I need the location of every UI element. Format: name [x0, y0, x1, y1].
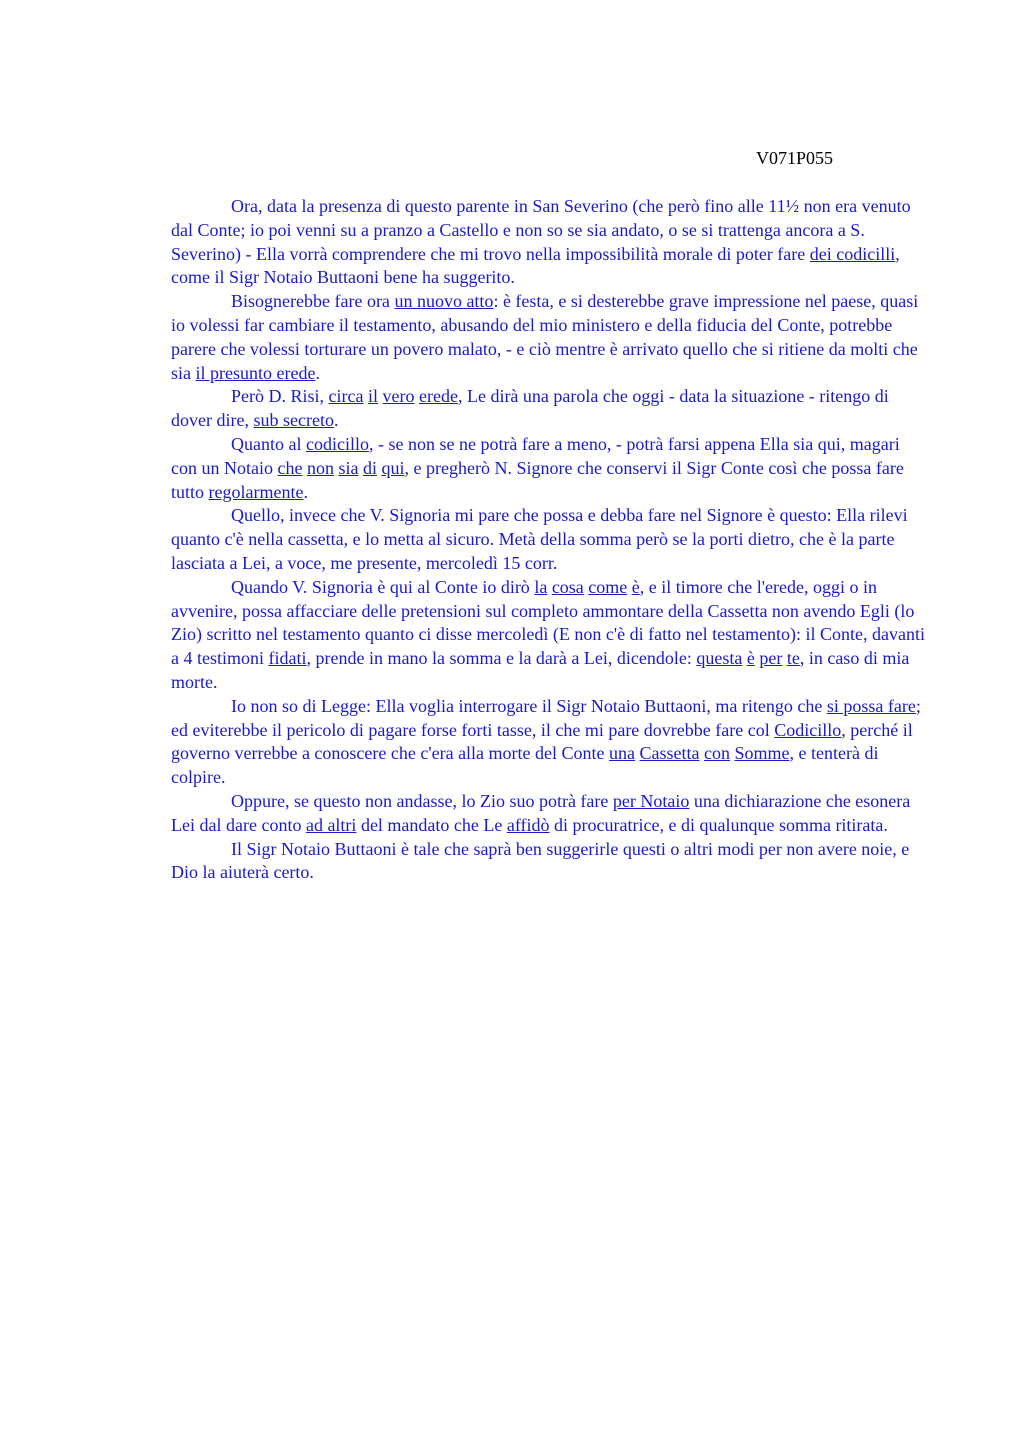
paragraph	[171, 576, 928, 695]
text-run: , prende in mano la somma e la darà a Lei, dicendole:	[306, 648, 697, 669]
underlined-text: una	[609, 743, 636, 764]
underlined-text: per	[759, 648, 783, 669]
text-run: Io non so di Legge: Ella voglia interrogare il Sigr Notaio Buttaoni, ma ritengo che	[231, 695, 827, 716]
text-run: : è festa, e si desterebbe grave impressione nel paese, quasi io volessi far cambiare il testamento, abusando del mio ministero e della fiducia del Conte, potrebbe parere che volessi torturare un povero malato, - e ciò mentre è arrivato quello che si ritiene da molti che sia	[171, 291, 919, 383]
underlined-text: il	[367, 386, 378, 407]
underlined-text: non	[306, 457, 334, 478]
paragraph	[171, 290, 928, 385]
underlined-text: cosa	[551, 576, 584, 597]
underlined-text: è	[746, 648, 755, 669]
paragraph	[171, 433, 928, 504]
underlined-text: te	[786, 648, 800, 669]
text-run: Quando V. Signoria è qui al Conte io dirò	[231, 576, 535, 597]
text-run: , e il timore che l'erede, oggi o in avvenire, possa affacciare delle pretensioni sul completo ammontare della Cassetta non avendo Egli (lo Zio) scritto nel testamento quanto ci disse mercoledì (E non c'è di fatto nel testamento): il Conte, davanti a 4 testimoni	[171, 576, 926, 669]
text-run: , e tenterà di colpire.	[171, 743, 879, 788]
underlined-text: si possa fare	[826, 695, 916, 716]
text-run: , come il Sigr Notaio Buttaoni bene ha suggerito.	[171, 243, 900, 288]
underlined-text: qui	[381, 457, 405, 478]
underlined-text: è	[631, 576, 640, 597]
underlined-text: per Notaio	[612, 790, 690, 811]
underlined-text: sub secreto	[253, 410, 334, 431]
paragraph	[171, 504, 928, 575]
text-run: Bisognerebbe fare ora	[231, 291, 395, 312]
underlined-text: erede	[418, 386, 458, 407]
text-run: di procuratrice, e di qualunque somma ritirata.	[549, 814, 888, 835]
underlined-text: Codicillo	[774, 719, 842, 740]
text-run: .	[303, 481, 308, 502]
underlined-text: un nuovo atto	[394, 291, 494, 312]
underlined-text: Cassetta	[639, 743, 700, 764]
text-run: , in caso di mia morte.	[171, 648, 910, 692]
text-run: .	[315, 362, 320, 383]
text-run: Oppure, se questo non andasse, lo Zio suo potrà fare	[231, 790, 613, 811]
underlined-text: vero	[382, 386, 415, 407]
underlined-text: il presunto erede	[195, 362, 316, 383]
text-run: , e pregherò N. Signore che conservi il Sigr Conte così che possa fare tutto	[171, 457, 904, 502]
paragraph	[171, 790, 928, 838]
text-run: del mandato che Le	[356, 814, 507, 835]
text-run: Il Sigr Notaio Buttaoni è tale che saprà ben suggerirle questi o altri modi per non avere noie, e Dio la aiuterà certo.	[171, 838, 910, 883]
text-run: , - se non se ne potrà fare a meno, - potrà farsi appena Ella sia qui, magari con un Notaio	[171, 433, 900, 478]
text-run: ; ed eviterebbe il pericolo di pagare forse forti tasse, il che mi pare dovrebbe fare col	[171, 695, 921, 740]
underlined-text: dei codicilli	[809, 243, 896, 264]
letter-body	[171, 195, 928, 885]
paragraph	[171, 695, 928, 790]
underlined-text: Somme	[734, 743, 790, 764]
underlined-text: questa	[696, 648, 743, 669]
underlined-text: fidati	[268, 648, 307, 669]
text-run: Quanto al	[231, 433, 306, 454]
text-run: .	[333, 410, 339, 431]
paragraph	[171, 385, 928, 433]
underlined-text: ad altri	[305, 814, 357, 835]
underlined-text: codicillo	[305, 433, 369, 454]
underlined-text: sia	[338, 457, 359, 478]
underlined-text: regolarmente	[208, 481, 304, 502]
page-identifier: V071P055	[756, 148, 834, 168]
underlined-text: circa	[328, 386, 364, 407]
text-run: , Le dirà una parola che oggi - data la situazione - ritengo di dover dire,	[171, 386, 889, 431]
underlined-text: affidò	[506, 814, 550, 835]
text-run: Ora, data la presenza di questo parente in San Severino (che però fino alle 11½ non era venuto dal Conte; io poi venni su a pranzo a Castello e non so se sia andato, o se si trattenga ancora a S. Severino) - Ella vorrà comprendere che mi trovo nella impossibilità morale di poter fare	[171, 196, 911, 264]
underlined-text: che	[277, 457, 303, 478]
underlined-text: come	[588, 576, 628, 597]
text-run: Quello, invece che V. Signoria mi pare che possa e debba fare nel Signore è questo: Ella rilevi quanto c'è nella cassetta, e lo metta al sicuro. Metà della somma però se la porti dietro, che è la parte lasciata a Lei, a voce, me presente, mercoledì 15 corr.	[171, 505, 908, 573]
underlined-text: di	[362, 457, 377, 478]
text-run: , perché il governo verrebbe a conoscere che c'era alla morte del Conte	[171, 719, 913, 764]
paragraph	[171, 838, 928, 886]
text-run: una dichiarazione che esonera Lei dal dare conto	[171, 790, 911, 835]
underlined-text: la	[534, 576, 548, 597]
underlined-text: con	[704, 743, 731, 764]
text-run: Però D. Risi,	[231, 386, 329, 407]
paragraph	[171, 195, 928, 290]
